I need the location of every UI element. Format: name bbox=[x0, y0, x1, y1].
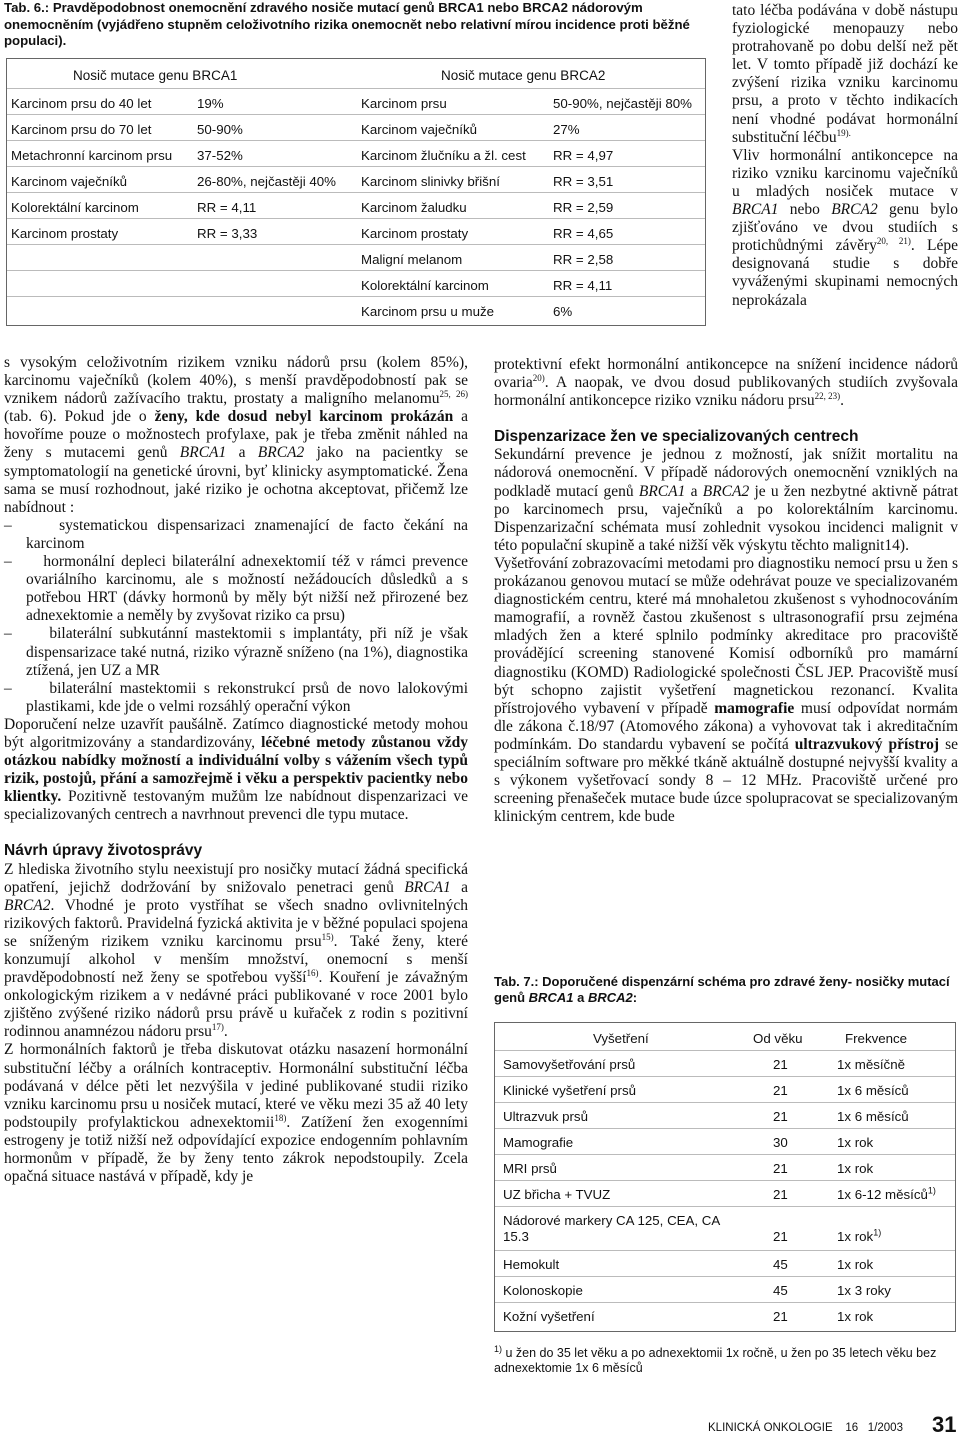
journal-footer: KLINICKÁ ONKOLOGIE 16 1/2003 bbox=[708, 1422, 903, 1434]
table6-cell: RR = 3,51 bbox=[553, 174, 614, 189]
table6-cell: RR = 2,58 bbox=[553, 252, 614, 267]
table7-age: 45 bbox=[773, 1257, 788, 1272]
table6-cell: Maligní melanom bbox=[361, 252, 463, 267]
table6-cell: RR = 2,59 bbox=[553, 200, 614, 215]
table6-cell: Karcinom slinivky břišní bbox=[361, 174, 500, 189]
table7-footnote: $^{1)}$ u žen do 35 let věku a po adnexektomii 1x ročně, u žen po 35 letech věku bez adnexektomie 1x 6 měsíců bbox=[494, 1343, 937, 1375]
list-item: – bilaterální subkutánní mastektomii s implantáty, při níž je však dispensarizace také nutná, riziko výrazně sníženo (na 1%), diagnostika ztížená, jen UZ a MR bbox=[4, 625, 468, 679]
table7-header: Od věku bbox=[753, 1031, 803, 1046]
table7-age: 21 bbox=[773, 1083, 788, 1098]
table6-cell: 37-52% bbox=[197, 148, 243, 163]
table7-freq: 1x 6 měsíců bbox=[837, 1083, 909, 1098]
table6-cell: Karcinom prsu do 40 let bbox=[11, 96, 152, 111]
table6-cell: 27% bbox=[553, 122, 580, 137]
right-column-top bbox=[732, 2, 958, 310]
table6-cell: Kolorektální karcinom bbox=[361, 278, 489, 293]
table6-cell: Karcinom vaječníků bbox=[361, 122, 478, 137]
table7-freq: 1x měsíčně bbox=[837, 1057, 905, 1072]
table7-freq: 1x rok bbox=[837, 1309, 874, 1324]
section-heading: Návrh úpravy životosprávy bbox=[4, 842, 203, 860]
table7-freq: 1x rok bbox=[837, 1135, 874, 1150]
section-heading: Dispenzarizace žen ve specializovaných centrech bbox=[494, 428, 859, 446]
table6-cell: Karcinom prostaty bbox=[11, 226, 119, 241]
table6-cell: RR = 3,33 bbox=[197, 226, 258, 241]
table7-exam: MRI prsů bbox=[503, 1161, 557, 1176]
paragraph: Doporučení nelze uzavřít paušálně. Zatímco diagnostické metody mohou být algoritmizovány a standardizovány, léčebné metody zůstanou vždy otázkou nabídky možností a individuální volby s vážením všech typů rizik, postojů, přání a samozřejmě i věku a perspektiv pacientky nebo klientky. Pozitivně testovaným mužům lze nabídnout dispenzarizaci ve specializovaných centrech a navrhnout prevenci dle typu mutace. bbox=[4, 715, 468, 824]
table6-cell: Karcinom žlučníku a žl. cest bbox=[361, 148, 526, 163]
table7-age: 21 bbox=[773, 1057, 788, 1072]
table7-exam: Nádorové markery CA 125, CEA, CA 15.3 bbox=[503, 1213, 720, 1244]
table7-exam: Kolonoskopie bbox=[503, 1283, 583, 1298]
table7-age: 21 bbox=[773, 1309, 788, 1324]
table7-exam: Kožní vyšetření bbox=[503, 1309, 595, 1324]
table6-cell: 50-90% bbox=[197, 122, 243, 137]
right-column bbox=[494, 356, 958, 826]
table7-freq: 1x rok bbox=[837, 1161, 874, 1176]
table6-cell: Karcinom prsu bbox=[361, 96, 447, 111]
table6-cell: Karcinom vaječníků bbox=[11, 174, 128, 189]
table7-exam: UZ břicha + TVUZ bbox=[503, 1187, 611, 1202]
table6 bbox=[6, 58, 706, 326]
table7-age: 21 bbox=[773, 1109, 788, 1124]
paragraph: s vysokým celoživotním rizikem vzniku nádorů prsu (kolem 85%), karcinomu vaječníků (kolem 40%), s menší pravděpodobností pak se vznikem nádorů zažívacího traktu, prostaty a maligního melanomu$^{25, 26)}$ (tab. 6). Pokud jde o ženy, kde dosud nebyl karcinom prokázán a hovoříme pouze o možnostech profylaxe, pak je třeba změnit náhled na ženy s mutacemi genů BRCA1 a BRCA2 jako na pacientky se symptomatologií na genetické úrovni, byť klinicky asymptomatické. Žena sama se musí rozhodnout, jaké riziko je ochotna akceptovat, přičemž lze nabídnout : bbox=[4, 354, 468, 516]
table7-header: Frekvence bbox=[845, 1031, 908, 1046]
table7-age: 30 bbox=[773, 1135, 788, 1150]
table7-freq: 1x rok$^{1)}$ bbox=[837, 1227, 882, 1244]
paragraph: tato léčba podávána v době nástupu fyziologické menopauzy nebo protrahovaně po dobu delší než pět let. V tomto případě již dochází ke zvýšení rizika vzniku karcinomu prsu, a proto v těchto indikacích není vhodné podávat hormonální substituční léčbu$^{19).}$ bbox=[732, 2, 958, 146]
table7-age: 45 bbox=[773, 1283, 788, 1298]
page-number: 31 bbox=[932, 1412, 957, 1437]
table7-exam: Klinické vyšetření prsů bbox=[503, 1083, 637, 1098]
paragraph: Z hormonálních faktorů je třeba diskutovat otázku nasazení hormonální substituční léčby a orálních kontraceptiv. Hormonální substituční léčba podávaná v délce pěti let nezvýšila v jediné publikované studii riziko vzniku karcinomu prsu u nosiček mutací, které ve věku mezi 35 až 40 lety podstoupily profylaktickou adnexektomii$^{18)}$. Zatížení žen exogenními estrogeny je totiž nižší než odpovídající expozice endogenním pohlavním hormonům v případě, že by ženy tento zákrok nepodstoupily. Zcela opačná situace nastává v případě, kdy je bbox=[4, 1041, 468, 1186]
table6-cell: Kolorektální karcinom bbox=[11, 200, 139, 215]
table6-cell: Karcinom prsu do 70 let bbox=[11, 122, 152, 137]
table6-cell: 26-80%, nejčastěji 40% bbox=[197, 174, 336, 189]
table7-age: 21 bbox=[773, 1187, 788, 1202]
paragraph: Z hlediska životního stylu neexistují pro nosičky mutací žádná specifická opatření, jejichž dodržování by snižovalo penetraci genů BRCA1 a BRCA2. Vhodné je proto vystříhat se všech snadno ovlivnitelných rizikových faktorů. Pravidelná fyzická aktivita je v běžné populaci spojena se sníženým rizikem vzniku karcinomu prsu$^{15)}$. Také ženy, které konzumují alkohol v menším množství, onemocní s menší pravděpodobností než ženy se spotřebou vyšší$^{16)}$. Kouření je závažným onkologickým rizikem a v nedávné práci publikované v roce 2001 bylo zjištěno zvýšené riziko nádorů prsu právě u kuřaček z rodin s pozitivní rodinnou anamnézou nádoru prsu$^{17)}$. bbox=[4, 860, 468, 1041]
paragraph: protektivní efekt hormonální antikoncepce na snížení incidence nádorů ovaria$^{20)}$. A naopak, ve dvou dosud publikovaných studiích zvyšovala hormonální antikoncepce riziko vzniku nádoru prsu$^{22, 23)}$. bbox=[494, 356, 958, 410]
table7-exam: Samovyšetřování prsů bbox=[503, 1057, 636, 1072]
table6-cell: Karcinom žaludku bbox=[361, 200, 467, 215]
table6-header-brca2: Nosič mutace genu BRCA2 bbox=[441, 68, 606, 83]
table6-caption: Tab. 6.: Pravděpodobnost onemocnění zdravého nosiče mutací genů BRCA1 nebo BRCA2 nádorovým onemocněním (vyjádřeno stupněm celoživotního rizika onemocnět nebo relativní mírou incidence proti běžné populaci). bbox=[4, 0, 690, 48]
table7 bbox=[494, 1022, 956, 1332]
table6-cell: 6% bbox=[553, 304, 573, 319]
left-column bbox=[4, 354, 468, 1186]
paragraph: Vliv hormonální antikoncepce na riziko vzniku karcinomu vaječníků u mladých nosiček mutace v BRCA1 nebo BRCA2 genu bylo zjišťováno ve dvou studiích s protichůdnými závěry$^{20, 21)}$. Lépe designovaná studie s dobře vyváženými skupinami nemocných neprokázala bbox=[732, 146, 958, 309]
list-item: – hormonální depleci bilaterální adnexektomií též v rámci prevence ovariálního karcinomu, ale s možností nežádoucích důsledků a s potřebou HRT (dávky hormonů by měly být nižší než přirozené bez adnexektomie a neměly by zvyšovat riziko ca prsu) bbox=[4, 553, 468, 625]
table6-cell: RR = 4,11 bbox=[553, 278, 613, 293]
table7-freq: 1x 6 měsíců bbox=[837, 1109, 909, 1124]
table7-freq: 1x 6-12 měsíců$^{1)}$ bbox=[837, 1185, 936, 1202]
table7-freq: 1x 3 roky bbox=[837, 1283, 891, 1298]
table6-cell: Karcinom prostaty bbox=[361, 226, 469, 241]
table6-cell: RR = 4,11 bbox=[197, 200, 257, 215]
table7-header: Vyšetření bbox=[593, 1031, 649, 1046]
table7-freq: 1x rok bbox=[837, 1257, 874, 1272]
paragraph: Sekundární prevence je jednou z možností, jak snížit mortalitu na nádorová onemocnění. V případě nádorových onemocnění vzniklých na podkladě mutací genů BRCA1 a BRCA2 je u žen nezbytné aktivně pátrat po karcinomech prsu, vaječníků a po kolorektálním karcinomu. Dispenzarizační schémata musí zohlednit vysokou incidenci malignit v této populační skupině a také nižší věk výskytu těchto malignit14). bbox=[494, 446, 958, 554]
table7-age: 21 bbox=[773, 1161, 788, 1176]
table6-cell: Karcinom prsu u muže bbox=[361, 304, 495, 319]
table7-exam: Hemokult bbox=[503, 1257, 560, 1272]
table6-cell: 19% bbox=[197, 96, 224, 111]
list-item: – bilaterální mastektomii s rekonstrukcí prsů de novo lalokovými plastikami, kde jde o velmi rozsáhlý operační výkon bbox=[4, 679, 469, 715]
paragraph: Vyšetřování zobrazovacími metodami pro diagnostiku nemocí prsu u žen s prokázanou genovou mutací se může odehrávat pouze ve specializovaném diagnostickém centru, které má mnohaletou zkušenost s vyhodnocováním mamografií, a rovněž častou zkušenost s ultrasonografií prsu zejména mladých žen a které splnilo podmínky akreditace pro pracoviště provádějící screening stanovené Komisí odborníků pro mamární diagnostiku (KOMD) Radiologické společnosti ČSL JEP. Pracoviště musí být schopno zajistit vyšetření magnetickou rezonancí. Kvalita přístrojového vybavení v případě mamografie musí odpovídat normám dle zákona č.18/97 (Atomového zákona) a vyhovovat tak i akreditačním podmínkám. Do standardu vybavení se počítá ultrazvukový přístroj se speciálním software pro měkké tkáně aktuálně dostupné nejvyšší kvality a s výkonem vyšetřovací sondy 8 – 12 MHz. Pracoviště určené pro screening přenašeček mutace bude úzce spolupracovat se specializovaným klinickým centrem, kde bude bbox=[494, 554, 958, 826]
table7-exam: Mamografie bbox=[503, 1135, 574, 1150]
table6-cell: RR = 4,65 bbox=[553, 226, 614, 241]
table7-age: 21 bbox=[773, 1229, 788, 1244]
table6-cell: 50-90%, nejčastěji 80% bbox=[553, 96, 692, 111]
table7-caption: Tab. 7.: Doporučené dispenzární schéma pro zdravé ženy- nosičky mutací genů BRCA1 a BRCA2: bbox=[494, 974, 950, 1005]
list-item: – systematickou dispensarizaci znamenající de facto čekání na karcinom bbox=[4, 516, 468, 552]
table6-header-brca1: Nosič mutace genu BRCA1 bbox=[73, 68, 238, 83]
table6-cell: RR = 4,97 bbox=[553, 148, 614, 163]
table7-exam: Ultrazvuk prsů bbox=[503, 1109, 588, 1124]
table6-cell: Metachronní karcinom prsu bbox=[11, 148, 173, 163]
